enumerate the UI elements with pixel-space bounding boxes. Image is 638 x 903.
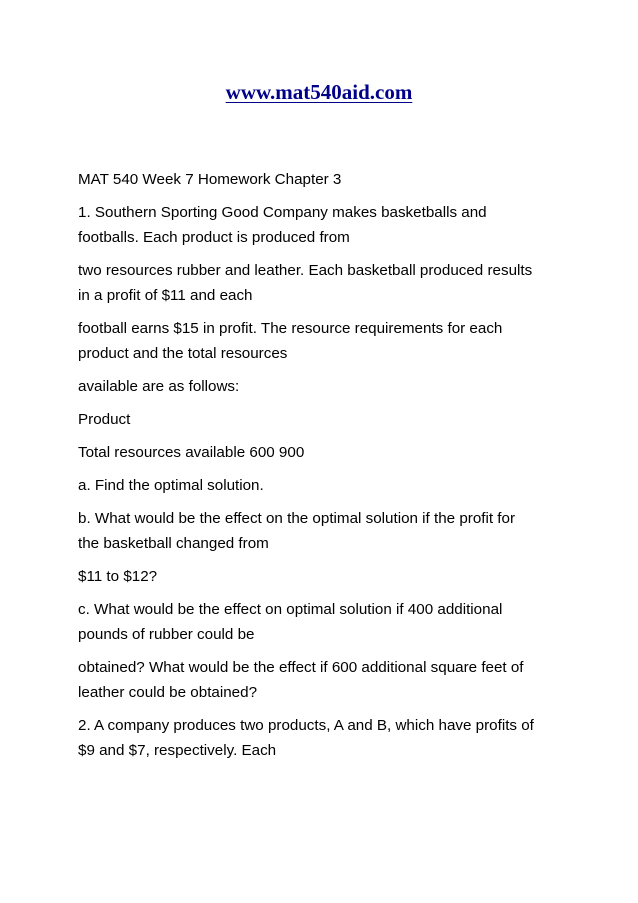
paragraph-1 bbox=[78, 200, 556, 250]
paragraph-line: 2. A company produces two products, A and B, which have profits of bbox=[78, 717, 534, 734]
paragraph-line: $11 to $12? bbox=[78, 568, 158, 585]
paragraph-line: Total resources available 600 900 bbox=[78, 444, 305, 461]
paragraph-line: obtained? What would be the effect if 600 additional square feet of bbox=[78, 659, 524, 676]
paragraph-12 bbox=[78, 713, 556, 763]
paragraph-3 bbox=[78, 316, 556, 366]
website-link[interactable]: www.mat540aid.com bbox=[225, 80, 413, 104]
paragraph-line: in a profit of $11 and each bbox=[78, 287, 253, 304]
paragraph-2 bbox=[78, 258, 556, 308]
title-line: MAT 540 Week 7 Homework Chapter 3 bbox=[78, 171, 342, 188]
paragraph-line: c. What would be the effect on optimal solution if 400 additional bbox=[78, 601, 503, 618]
paragraph-line: the basketball changed from bbox=[78, 535, 269, 552]
paragraph-line: football earns $15 in profit. The resource requirements for each bbox=[78, 320, 503, 337]
paragraph-9 bbox=[78, 564, 556, 589]
paragraph-line: Product bbox=[78, 411, 131, 428]
paragraph-4 bbox=[78, 374, 556, 399]
paragraph-line: pounds of rubber could be bbox=[78, 626, 255, 643]
paragraph-8 bbox=[78, 506, 556, 556]
paragraph-10 bbox=[78, 597, 556, 647]
paragraph-line: 1. Southern Sporting Good Company makes basketballs and bbox=[78, 204, 487, 221]
paragraph-line: available are as follows: bbox=[78, 378, 240, 395]
paragraph-line: a. Find the optimal solution. bbox=[78, 477, 264, 494]
paragraph-line: product and the total resources bbox=[78, 345, 288, 362]
paragraph-6 bbox=[78, 440, 556, 465]
paragraph-line: footballs. Each product is produced from bbox=[78, 229, 350, 246]
paragraph-line: leather could be obtained? bbox=[78, 684, 258, 701]
paragraph-line: b. What would be the effect on the optimal solution if the profit for bbox=[78, 510, 516, 527]
document-title bbox=[78, 167, 556, 192]
paragraph-5 bbox=[78, 407, 556, 432]
document-body bbox=[78, 167, 556, 771]
paragraph-line: $9 and $7, respectively. Each bbox=[78, 742, 277, 759]
paragraph-11 bbox=[78, 655, 556, 705]
paragraph-7 bbox=[78, 473, 556, 498]
paragraph-line: two resources rubber and leather. Each basketball produced results bbox=[78, 262, 533, 279]
